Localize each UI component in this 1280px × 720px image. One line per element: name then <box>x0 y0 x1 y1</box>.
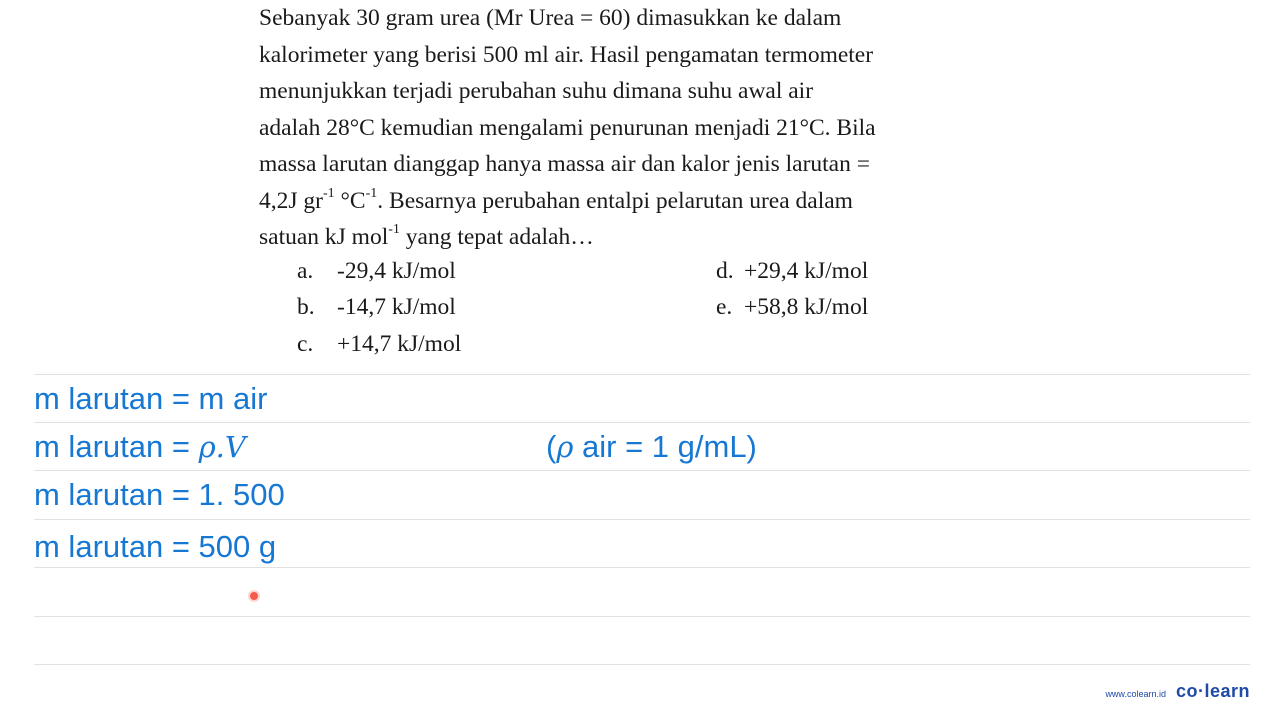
question-fragment: °C <box>334 187 366 214</box>
option-letter: c. <box>297 331 314 357</box>
question-fragment: yang tepat adalah… <box>399 224 594 250</box>
ruled-line <box>34 422 1250 423</box>
work-line-2 <box>34 429 246 465</box>
density-volume-formula: ρ.V <box>198 430 246 464</box>
ruled-line <box>34 470 1250 471</box>
superscript: -1 <box>322 185 335 201</box>
option-a <box>297 258 456 285</box>
work-line-3: m larutan = 1. 500 <box>34 477 285 512</box>
question-fragment: satuan kJ mol <box>259 224 389 250</box>
rho-symbol: ρ <box>556 430 574 464</box>
option-text: +29,4 kJ/mol <box>744 258 869 284</box>
question-line: Sebanyak 30 gram urea (Mr Urea = 60) dimasukkan ke dalam <box>259 5 842 31</box>
option-c <box>297 331 461 358</box>
question-line: adalah 28°C kemudian mengalami penurunan menjadi 21°C. Bila <box>259 114 876 141</box>
ruled-line <box>34 664 1250 665</box>
footer-branding <box>1105 681 1250 702</box>
option-text: +58,8 kJ/mol <box>744 294 869 320</box>
question-fragment: 4,2J gr <box>259 187 323 214</box>
note-text: air = 1 g/mL) <box>573 429 757 464</box>
option-letter: a. <box>297 258 314 284</box>
option-letter: d. <box>716 258 734 284</box>
option-d <box>716 258 868 285</box>
option-text: +14,7 kJ/mol <box>337 331 462 357</box>
ruled-line <box>34 519 1250 520</box>
question-line <box>259 183 1017 220</box>
question-line <box>259 219 1017 256</box>
option-letter: b. <box>297 294 315 320</box>
option-letter: e. <box>716 294 733 320</box>
work-line-4: m larutan = 500 g <box>34 529 277 564</box>
question-line: menunjukkan terjadi perubahan suhu dimana suhu awal air <box>259 78 814 104</box>
pen-cursor-dot <box>250 592 258 600</box>
colearn-logo: co·learn <box>1175 681 1250 701</box>
option-e <box>716 294 868 321</box>
question-text <box>259 0 1017 256</box>
option-b <box>297 294 456 321</box>
superscript: -1 <box>365 185 378 201</box>
ruled-line <box>34 567 1250 568</box>
density-note <box>546 429 757 465</box>
website-url: www.colearn.id <box>1105 689 1166 699</box>
option-text: -29,4 kJ/mol <box>337 258 456 284</box>
ruled-line <box>34 616 1250 617</box>
note-paren: ( <box>546 429 557 464</box>
work-prefix: m larutan = <box>34 429 199 464</box>
superscript: -1 <box>388 222 400 238</box>
ruled-line <box>34 374 1250 375</box>
option-text: -14,7 kJ/mol <box>337 294 456 320</box>
question-line: massa larutan dianggap hanya massa air dan kalor jenis larutan = <box>259 151 870 177</box>
question-line: kalorimeter yang berisi 500 ml air. Hasil pengamatan termometer <box>259 41 874 68</box>
work-line-1: m larutan = m air <box>34 381 268 416</box>
question-fragment: . Besarnya perubahan entalpi pelarutan urea dalam <box>377 187 853 214</box>
